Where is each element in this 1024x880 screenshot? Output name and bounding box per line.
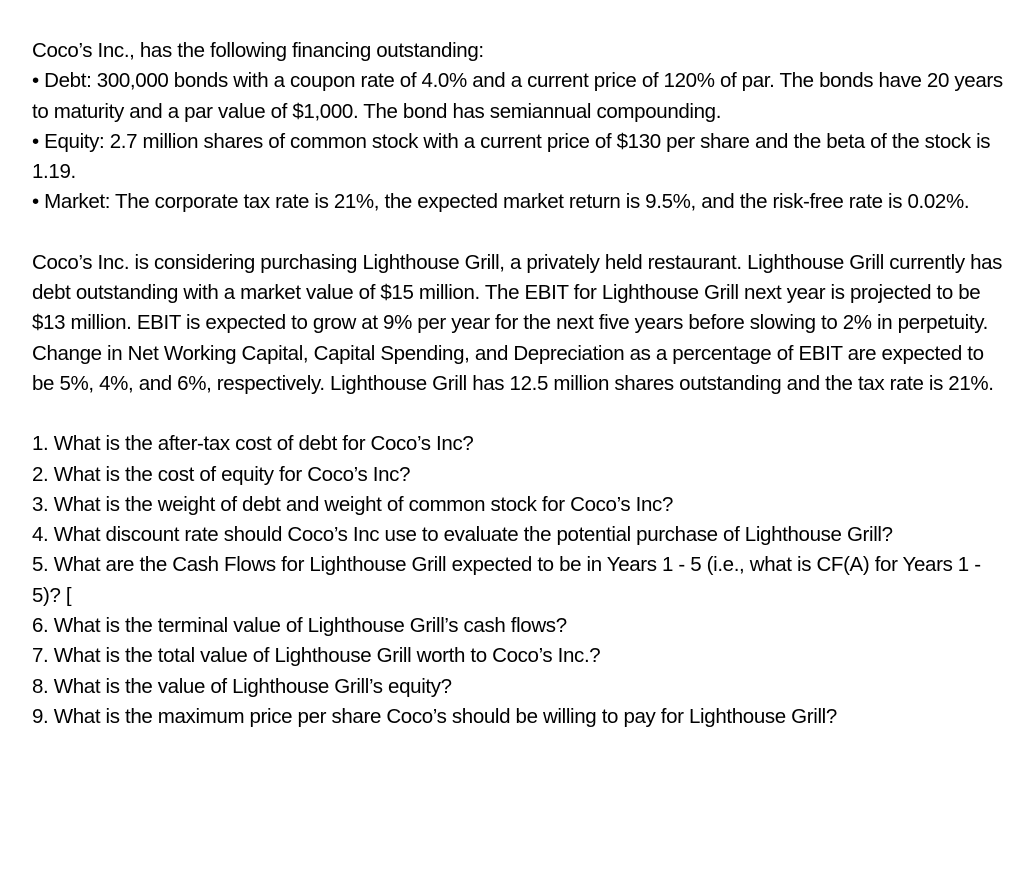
question-list (32, 429, 1007, 732)
question-item: 2. What is the cost of equity for Coco’s Inc? (32, 462, 411, 486)
question-item: 6. What is the terminal value of Lighthouse Grill’s cash flows? (32, 614, 567, 638)
bullet-debt: • Debt: 300,000 bonds with a coupon rate of 4.0% and a current price of 120% of par. The bonds have 20 years to maturity and a par value of $1,000. The bond has semiannual compounding. (32, 69, 1003, 123)
section-gap (32, 218, 1007, 248)
bullet-equity: • Equity: 2.7 million shares of common stock with a current price of $130 per share and the beta of the stock is 1.19. (32, 129, 991, 184)
question-item: 5. What are the Cash Flows for Lighthouse Grill expected to be in Years 1 - 5 (i.e., what is CF(A) for Years 1 - 5)? [ (32, 553, 981, 607)
question-item: 9. What is the maximum price per share Coco’s should be willing to pay for Lighthouse Grill? (32, 704, 837, 728)
question-item: 4. What discount rate should Coco’s Inc use to evaluate the potential purchase of Lighthouse Grill? (32, 523, 893, 547)
question-item: 1. What is the after-tax cost of debt for Coco’s Inc? (32, 432, 474, 456)
problem-document (32, 36, 1007, 732)
financing-section (32, 36, 1007, 218)
scenario-paragraph: Coco’s Inc. is considering purchasing Lighthouse Grill, a privately held restaurant. Lighthouse Grill currently has debt outstanding with a market value of $15 million. The EBIT for Lighthouse Grill next year is projected to be $13 million. EBIT is expected to grow at 9% per year for the next five years before slowing to 2% in perpetuity. Change in Net Working Capital, Capital Spending, and Depreciation as a percentage of EBIT are expected to be 5%, 4%, and 6%, respectively. Lighthouse Grill has 12.5 million shares outstanding and the tax rate is 21%. (32, 250, 1003, 395)
question-item: 3. What is the weight of debt and weight of common stock for Coco’s Inc? (32, 492, 674, 516)
question-item: 8. What is the value of Lighthouse Grill’s equity? (32, 674, 452, 698)
financing-intro: Coco’s Inc., has the following financing outstanding: (32, 39, 484, 62)
question-item: 7. What is the total value of Lighthouse Grill worth to Coco’s Inc.? (32, 644, 601, 668)
bullet-market: • Market: The corporate tax rate is 21%, the expected market return is 9.5%, and the risk-free rate is 0.02%. (32, 190, 970, 214)
section-gap (32, 399, 1007, 429)
